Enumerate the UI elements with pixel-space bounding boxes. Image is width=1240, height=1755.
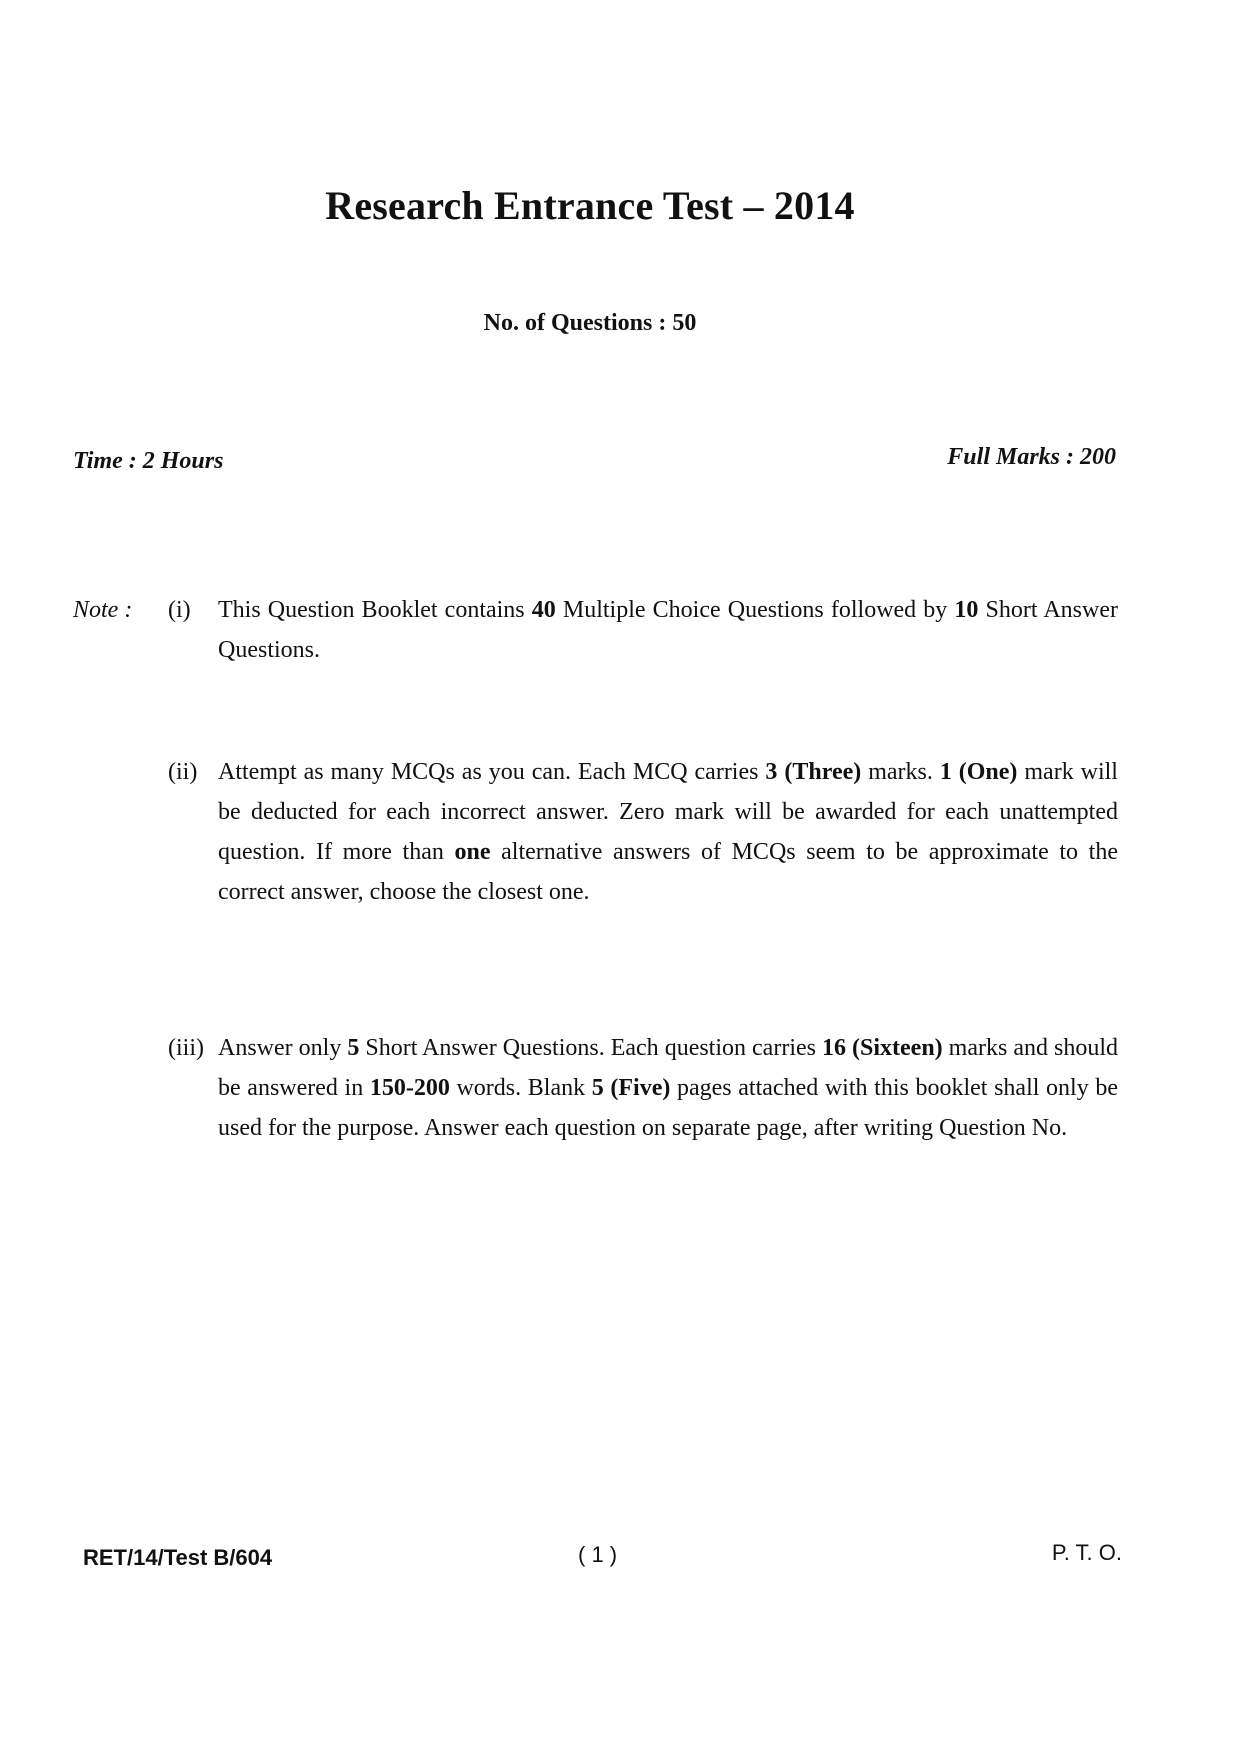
emphasis: 40 — [531, 597, 556, 623]
booklet-code: RET/14/Test B/604 — [83, 1545, 273, 1570]
note-item-number: (i) — [168, 597, 191, 623]
emphasis: 10 — [954, 597, 979, 623]
please-turn-over: P. T. O. — [1051, 1540, 1122, 1565]
note-item-number: (iii) — [168, 1035, 204, 1061]
full-marks: Full Marks : 200 — [947, 444, 1116, 470]
text-part: Answer only — [218, 1035, 348, 1061]
emphasis: 1 (One) — [939, 759, 1018, 785]
text-part: marks and should be answered in — [218, 1035, 1118, 1101]
time-allowed: Time : 2 Hours — [73, 448, 224, 474]
note-item-number: (ii) — [168, 759, 198, 785]
note-label: Note : — [73, 597, 133, 623]
note-item-text — [218, 590, 1118, 670]
number-of-questions: No. of Questions : 50 — [483, 310, 697, 336]
emphasis: 5 (Five) — [591, 1075, 671, 1101]
text-part: mark will be deducted for each incorrect answer. Zero mark will be awarded for each unattempted question. If more than — [218, 759, 1118, 865]
text-part: words. Blank — [449, 1075, 592, 1101]
text-part: marks. — [861, 759, 940, 785]
text-part: Short Answer Questions. — [218, 597, 1118, 663]
text-part: This Question Booklet contains — [218, 597, 532, 623]
emphasis: one — [454, 839, 491, 865]
note-item-text — [218, 1028, 1118, 1148]
text-part: Multiple Choice Questions followed by — [555, 597, 955, 623]
note-item-text — [218, 752, 1118, 912]
emphasis: 150-200 — [369, 1075, 450, 1101]
emphasis: 16 (Sixteen) — [822, 1035, 943, 1061]
note-item-2 — [168, 752, 1118, 912]
text-part: pages attached with this booklet shall only be used for the purpose. Answer each question on separate page, after writing Question No. — [218, 1075, 1118, 1141]
page-number: ( 1 ) — [578, 1542, 618, 1567]
note-item-1 — [168, 590, 1118, 670]
page-title: Research Entrance Test – 2014 — [325, 183, 855, 228]
note-item-3 — [168, 1028, 1118, 1148]
emphasis: 5 — [347, 1035, 360, 1061]
text-part: Short Answer Questions. Each question carries — [359, 1035, 822, 1061]
text-part: alternative answers of MCQs seem to be approximate to the correct answer, choose the closest one. — [218, 839, 1118, 905]
text-part: Attempt as many MCQs as you can. Each MCQ carries — [218, 759, 766, 785]
emphasis: 3 (Three) — [765, 759, 862, 785]
